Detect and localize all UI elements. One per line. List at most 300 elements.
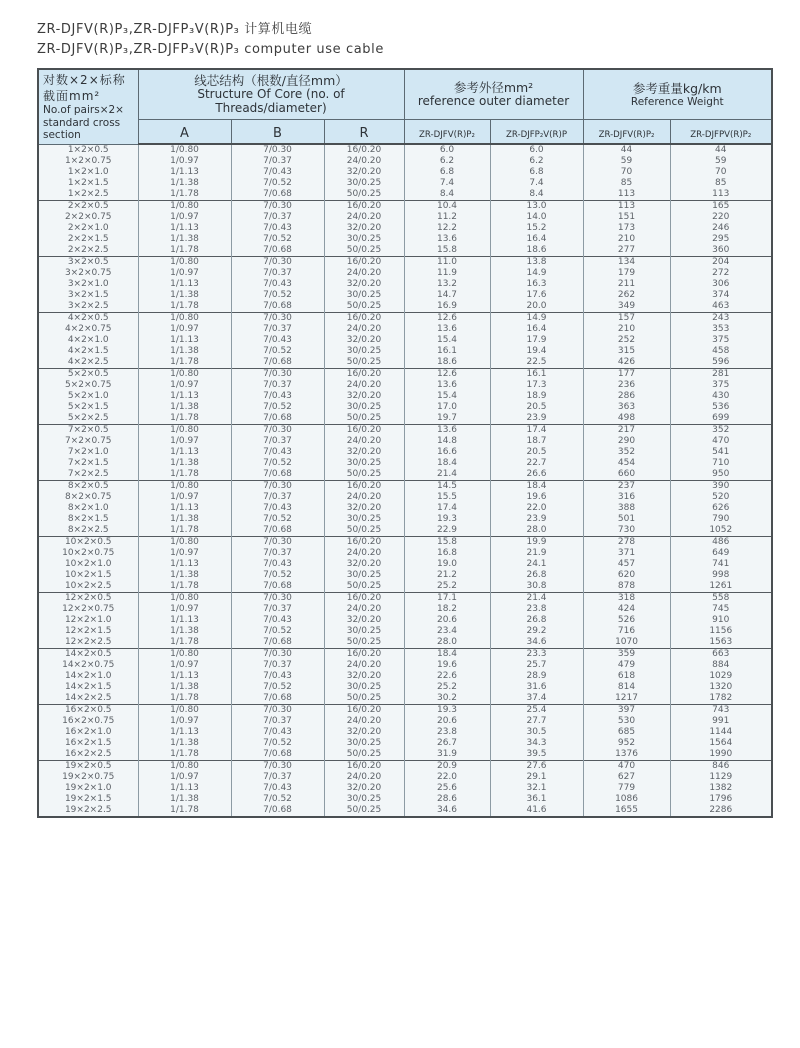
cell: 1/0.80: [138, 761, 231, 773]
cell: 12.6: [404, 313, 490, 325]
cell: 17.9: [490, 335, 583, 346]
cell: 50/0.25: [324, 525, 404, 537]
cell: 31.6: [490, 682, 583, 693]
cell: 7/0.52: [231, 514, 324, 525]
cell: 50/0.25: [324, 581, 404, 593]
cell: 5×2×2.5: [38, 413, 138, 425]
cell: 1/1.13: [138, 279, 231, 290]
cell: 14×2×2.5: [38, 693, 138, 705]
header-reference-weight-en: Reference Weight: [630, 96, 724, 109]
table-row: [38, 201, 772, 213]
cell: 13.0: [490, 201, 583, 213]
cell: 50/0.25: [324, 357, 404, 369]
table-row: [38, 794, 772, 805]
cell: 262: [583, 290, 670, 301]
cell: 1/0.97: [138, 492, 231, 503]
cell: 39.5: [490, 749, 583, 761]
cell: 2×2×0.5: [38, 201, 138, 213]
page-title-zh: ZR-DJFV(R)P₃,ZR-DJFP₃V(R)P₃ 计算机电缆: [37, 22, 313, 37]
cell: 1/1.13: [138, 447, 231, 458]
cell: 1/0.80: [138, 649, 231, 661]
cell: 16/0.20: [324, 425, 404, 437]
cell: 1382: [670, 783, 772, 794]
table-row: [38, 178, 772, 189]
cell: 12×2×1.5: [38, 626, 138, 637]
cell: 463: [670, 301, 772, 313]
cell: 50/0.25: [324, 749, 404, 761]
table-row: [38, 167, 772, 178]
cell: 7/0.37: [231, 772, 324, 783]
cell: 1/1.13: [138, 559, 231, 570]
cell: 32/0.20: [324, 559, 404, 570]
cell: 16×2×0.5: [38, 705, 138, 717]
cell: 7/0.68: [231, 413, 324, 425]
cell: 32/0.20: [324, 783, 404, 794]
cell: 1/0.97: [138, 604, 231, 615]
cell: 7/0.52: [231, 458, 324, 469]
cell: 470: [670, 436, 772, 447]
cell: 1217: [583, 693, 670, 705]
header-outer-diameter: [404, 69, 583, 119]
cell: 10×2×0.5: [38, 537, 138, 549]
cell: 20.5: [490, 447, 583, 458]
table-row: [38, 783, 772, 794]
cell: 11.2: [404, 212, 490, 223]
cell: 7/0.43: [231, 391, 324, 402]
cell: 627: [583, 772, 670, 783]
cell: 19.3: [404, 705, 490, 717]
cell: 306: [670, 279, 772, 290]
cell: 3×2×1.0: [38, 279, 138, 290]
table-row: [38, 559, 772, 570]
cell: 28.0: [490, 525, 583, 537]
cell: 397: [583, 705, 670, 717]
cell: 7/0.30: [231, 257, 324, 269]
cell: 13.6: [404, 324, 490, 335]
cell: 479: [583, 660, 670, 671]
table-row: [38, 503, 772, 514]
cell: 7/0.37: [231, 156, 324, 167]
cell: 25.2: [404, 581, 490, 593]
cell: 7/0.43: [231, 559, 324, 570]
cell: 16.4: [490, 324, 583, 335]
table-row: [38, 481, 772, 493]
cell: 281: [670, 369, 772, 381]
cell: 25.4: [490, 705, 583, 717]
cell: 237: [583, 481, 670, 493]
cell: 34.6: [490, 637, 583, 649]
cell: 458: [670, 346, 772, 357]
cell: 374: [670, 290, 772, 301]
cell: 8×2×1.0: [38, 503, 138, 514]
cell: 17.1: [404, 593, 490, 605]
cell: 5×2×1.5: [38, 402, 138, 413]
cell: 846: [670, 761, 772, 773]
table-row: [38, 548, 772, 559]
cell: 7/0.30: [231, 481, 324, 493]
cell: 295: [670, 234, 772, 245]
table-row: [38, 391, 772, 402]
cell: 24/0.20: [324, 380, 404, 391]
cell: 596: [670, 357, 772, 369]
cell: 1029: [670, 671, 772, 682]
cell: 626: [670, 503, 772, 514]
cell: 32/0.20: [324, 503, 404, 514]
cell: 17.0: [404, 402, 490, 413]
cell: 1/0.97: [138, 380, 231, 391]
subheader-wt-type2: [670, 119, 772, 144]
cell: 7/0.68: [231, 581, 324, 593]
cell: 16/0.20: [324, 593, 404, 605]
cell: 32/0.20: [324, 447, 404, 458]
cell: 24.1: [490, 559, 583, 570]
cell: 3×2×0.5: [38, 257, 138, 269]
cell: 7/0.52: [231, 290, 324, 301]
table-row: [38, 144, 772, 156]
cell: 7/0.68: [231, 749, 324, 761]
cell: 991: [670, 716, 772, 727]
header-sub-row: [38, 119, 772, 144]
cell: 7/0.30: [231, 593, 324, 605]
cell: 353: [670, 324, 772, 335]
cell: 32/0.20: [324, 615, 404, 626]
cell: 375: [670, 380, 772, 391]
cell: 541: [670, 447, 772, 458]
cell: 10×2×1.5: [38, 570, 138, 581]
cell: 24/0.20: [324, 772, 404, 783]
cell: 14.0: [490, 212, 583, 223]
cell: 1/1.78: [138, 637, 231, 649]
cell: 1/0.97: [138, 548, 231, 559]
table-row: [38, 380, 772, 391]
table-row: [38, 313, 772, 325]
subheader-core-a: [138, 119, 231, 144]
cell: 16.9: [404, 301, 490, 313]
title-block: [37, 20, 800, 60]
cell: 1/1.38: [138, 346, 231, 357]
cell: 7/0.52: [231, 626, 324, 637]
cell: 19×2×0.5: [38, 761, 138, 773]
cell: 59: [583, 156, 670, 167]
cell: 50/0.25: [324, 805, 404, 817]
cell: 14×2×0.5: [38, 649, 138, 661]
cell: 11.0: [404, 257, 490, 269]
cell: 7/0.30: [231, 705, 324, 717]
subheader-od-type2: [490, 119, 583, 144]
cell: 884: [670, 660, 772, 671]
cell: 24/0.20: [324, 436, 404, 447]
cell: 1/0.80: [138, 705, 231, 717]
cell: 1/1.78: [138, 413, 231, 425]
cell: 7×2×0.5: [38, 425, 138, 437]
cable-spec-table: [37, 68, 773, 818]
table-row: [38, 279, 772, 290]
cell: 1/0.80: [138, 369, 231, 381]
cell: 32/0.20: [324, 391, 404, 402]
cell: 7/0.30: [231, 369, 324, 381]
cell: 426: [583, 357, 670, 369]
cell: 21.4: [490, 593, 583, 605]
cell: 1/1.78: [138, 749, 231, 761]
table-row: [38, 604, 772, 615]
cell: 1/0.80: [138, 144, 231, 156]
cell: 1/1.38: [138, 794, 231, 805]
cell: 17.3: [490, 380, 583, 391]
cell: 32/0.20: [324, 167, 404, 178]
cell: 113: [670, 189, 772, 201]
cell: 22.0: [490, 503, 583, 514]
cell: 1/1.13: [138, 615, 231, 626]
cell: 210: [583, 324, 670, 335]
cell: 7/0.52: [231, 738, 324, 749]
cell: 16/0.20: [324, 649, 404, 661]
cell: 15.8: [404, 537, 490, 549]
cell: 34.3: [490, 738, 583, 749]
table-row: [38, 537, 772, 549]
cell: 19.0: [404, 559, 490, 570]
table-row: [38, 413, 772, 425]
table-body: [38, 144, 772, 817]
cell: 13.6: [404, 425, 490, 437]
cell: 1/0.80: [138, 593, 231, 605]
table-row: [38, 682, 772, 693]
cell: 290: [583, 436, 670, 447]
cell: 85: [583, 178, 670, 189]
table-row: [38, 716, 772, 727]
cell: 1/1.13: [138, 503, 231, 514]
cell: 790: [670, 514, 772, 525]
cell: 390: [670, 481, 772, 493]
cell: 23.9: [490, 413, 583, 425]
cell: 710: [670, 458, 772, 469]
cell: 7/0.30: [231, 313, 324, 325]
cell: 18.9: [490, 391, 583, 402]
cell: 26.7: [404, 738, 490, 749]
subheader-core-r: [324, 119, 404, 144]
cell: 17.4: [404, 503, 490, 514]
cell: 1/0.80: [138, 537, 231, 549]
cell: 2286: [670, 805, 772, 817]
cell: 1/0.80: [138, 313, 231, 325]
cell: 16/0.20: [324, 257, 404, 269]
table-row: [38, 660, 772, 671]
cell: 210: [583, 234, 670, 245]
cell: 18.7: [490, 436, 583, 447]
cell: 1376: [583, 749, 670, 761]
cell: 19.7: [404, 413, 490, 425]
cell: 177: [583, 369, 670, 381]
cell: 7/0.37: [231, 212, 324, 223]
cell: 1/1.78: [138, 189, 231, 201]
header-cross-section-en: No.of pairs×2× standard cross section: [43, 104, 124, 141]
cell: 7×2×2.5: [38, 469, 138, 481]
cell: 7/0.37: [231, 436, 324, 447]
cell: 6.0: [404, 144, 490, 156]
cell: 24/0.20: [324, 548, 404, 559]
cell: 236: [583, 380, 670, 391]
cell: 4×2×1.5: [38, 346, 138, 357]
cell: 7/0.43: [231, 223, 324, 234]
cell: 217: [583, 425, 670, 437]
cell: 7/0.37: [231, 324, 324, 335]
cell: 134: [583, 257, 670, 269]
cell: 388: [583, 503, 670, 514]
cell: 16/0.20: [324, 705, 404, 717]
table-row: [38, 615, 772, 626]
cell: 25.2: [404, 682, 490, 693]
table-row: [38, 268, 772, 279]
cell: 430: [670, 391, 772, 402]
table-row: [38, 223, 772, 234]
cell: 349: [583, 301, 670, 313]
cell: 7.4: [404, 178, 490, 189]
cell: 32/0.20: [324, 671, 404, 682]
table-row: [38, 593, 772, 605]
cell: 7×2×0.75: [38, 436, 138, 447]
cell: 5×2×0.5: [38, 369, 138, 381]
cell: 741: [670, 559, 772, 570]
cell: 30/0.25: [324, 458, 404, 469]
cell: 371: [583, 548, 670, 559]
cell: 470: [583, 761, 670, 773]
cell: 1655: [583, 805, 670, 817]
cell: 1/1.38: [138, 738, 231, 749]
cell: 20.5: [490, 402, 583, 413]
cell: 10×2×1.0: [38, 559, 138, 570]
cell: 1/0.97: [138, 660, 231, 671]
cell: 498: [583, 413, 670, 425]
table-row: [38, 447, 772, 458]
cell: 211: [583, 279, 670, 290]
cell: 19.3: [404, 514, 490, 525]
header-core-structure-en: Structure Of Core (no. of Threads/diameter): [197, 87, 345, 116]
cell: 18.6: [404, 357, 490, 369]
cell: 27.7: [490, 716, 583, 727]
cell: 716: [583, 626, 670, 637]
cell: 950: [670, 469, 772, 481]
cell: 1/1.38: [138, 570, 231, 581]
cell: 24/0.20: [324, 156, 404, 167]
cell: 743: [670, 705, 772, 717]
cell: 649: [670, 548, 772, 559]
cell: 10×2×0.75: [38, 548, 138, 559]
cell: 1/1.78: [138, 301, 231, 313]
cell: 7/0.68: [231, 637, 324, 649]
cell: 50/0.25: [324, 693, 404, 705]
cell: 173: [583, 223, 670, 234]
cell: 16×2×1.0: [38, 727, 138, 738]
table-row: [38, 425, 772, 437]
cell: 6.0: [490, 144, 583, 156]
cell: 20.0: [490, 301, 583, 313]
cell: 7/0.37: [231, 268, 324, 279]
subheader-core-a-label: A: [180, 125, 189, 141]
cell: 7/0.52: [231, 178, 324, 189]
cell: 19.6: [490, 492, 583, 503]
cell: 59: [670, 156, 772, 167]
cell: 1/1.13: [138, 391, 231, 402]
cell: 7/0.43: [231, 615, 324, 626]
cell: 8.4: [490, 189, 583, 201]
header-cross-section-zh: 对数×2×标称截面mm²: [43, 73, 126, 103]
cell: 6.2: [404, 156, 490, 167]
cell: 8×2×1.5: [38, 514, 138, 525]
header-reference-weight: [583, 69, 772, 119]
cell: 745: [670, 604, 772, 615]
cell: 272: [670, 268, 772, 279]
cell: 1/1.13: [138, 223, 231, 234]
subheader-core-r-label: R: [359, 125, 369, 141]
subheader-od-type1-label: ZR-DJFV(R)P₂: [419, 129, 475, 140]
cell: 26.6: [490, 469, 583, 481]
cell: 6.8: [404, 167, 490, 178]
cell: 17.6: [490, 290, 583, 301]
table-row: [38, 458, 772, 469]
cell: 7/0.68: [231, 189, 324, 201]
cell: 113: [583, 201, 670, 213]
cell: 28.9: [490, 671, 583, 682]
table-row: [38, 727, 772, 738]
cell: 318: [583, 593, 670, 605]
cell: 14×2×1.5: [38, 682, 138, 693]
cell: 70: [670, 167, 772, 178]
cell: 8×2×2.5: [38, 525, 138, 537]
cell: 30/0.25: [324, 682, 404, 693]
cell: 18.2: [404, 604, 490, 615]
cell: 7/0.68: [231, 301, 324, 313]
cell: 220: [670, 212, 772, 223]
cell: 12×2×1.0: [38, 615, 138, 626]
cell: 7/0.30: [231, 201, 324, 213]
cell: 18.4: [490, 481, 583, 493]
table-row: [38, 514, 772, 525]
cell: 5×2×0.75: [38, 380, 138, 391]
cell: 1/1.38: [138, 290, 231, 301]
cell: 7/0.30: [231, 144, 324, 156]
cell: 252: [583, 335, 670, 346]
cell: 7/0.30: [231, 649, 324, 661]
table-row: [38, 324, 772, 335]
cell: 50/0.25: [324, 637, 404, 649]
cell: 4×2×0.5: [38, 313, 138, 325]
cell: 1990: [670, 749, 772, 761]
cell: 316: [583, 492, 670, 503]
cell: 1/0.80: [138, 257, 231, 269]
cell: 7/0.37: [231, 716, 324, 727]
cell: 14.9: [490, 268, 583, 279]
cell: 7/0.37: [231, 604, 324, 615]
cell: 30/0.25: [324, 346, 404, 357]
cell: 30.8: [490, 581, 583, 593]
cell: 30/0.25: [324, 514, 404, 525]
cell: 7/0.37: [231, 660, 324, 671]
cell: 1/0.97: [138, 716, 231, 727]
cell: 13.8: [490, 257, 583, 269]
cell: 3×2×0.75: [38, 268, 138, 279]
cell: 29.1: [490, 772, 583, 783]
cell: 204: [670, 257, 772, 269]
table-row: [38, 156, 772, 167]
subheader-od-type1: [404, 119, 490, 144]
cell: 18.4: [404, 649, 490, 661]
cell: 7/0.30: [231, 537, 324, 549]
table-row: [38, 772, 772, 783]
cell: 12×2×0.5: [38, 593, 138, 605]
cell: 779: [583, 783, 670, 794]
cell: 2×2×1.5: [38, 234, 138, 245]
cell: 1×2×0.5: [38, 144, 138, 156]
cell: 16/0.20: [324, 481, 404, 493]
